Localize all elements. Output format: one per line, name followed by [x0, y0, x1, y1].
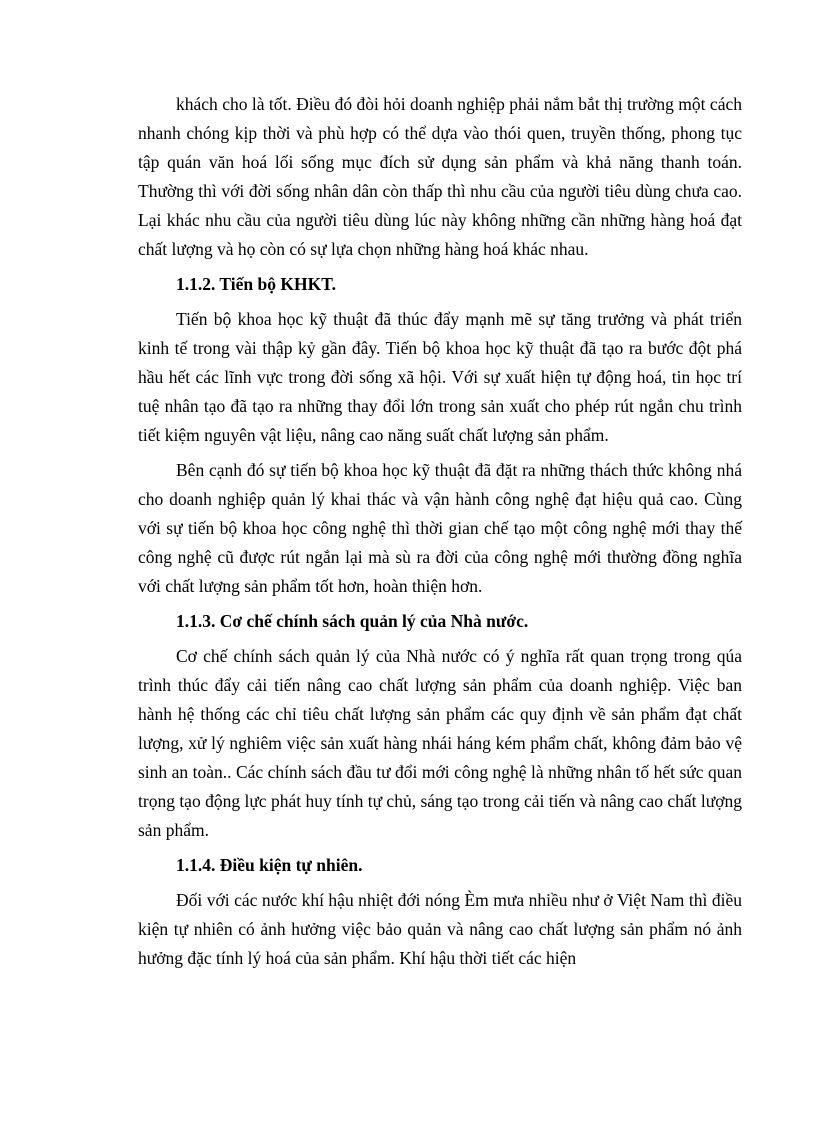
- heading-1-1-2: 1.1.2. Tiến bộ KHKT.: [176, 274, 336, 294]
- document-page: [138, 90, 742, 979]
- heading-1-1-4: 1.1.4. Điều kiện tự nhiên.: [176, 855, 363, 875]
- paragraph-tech-progress: Tiến bộ khoa học kỹ thuật đã thúc đẩy mạnh mẽ sự tăng trưởng và phát triển kinh tế trong vài thập kỷ gần đây. Tiến bộ khoa học kỹ thuật đã tạo ra bước đột phá hầu hết các lĩnh vực trong đời sống xã hội. Với sự xuất hiện tự động hoá, tin học trí tuệ nhân tạo đã tạo ra những thay đổi lớn trong sản xuất cho phép rút ngắn chu trình tiết kiệm nguyên vật liệu, nâng cao năng suất chất lượng sản phẩm.: [138, 309, 742, 445]
- paragraph-state-policy: Cơ chế chính sách quản lý của Nhà nước có ý nghĩa rất quan trọng trong qúa trình thúc đẩy cải tiến nâng cao chất lượng sản phẩm của doanh nghiệp. Việc ban hành hệ thống các chỉ tiêu chất lượng sản phẩm các quy định về sản phẩm đạt chất lượng, xử lý nghiêm việc sản xuất hàng nhái háng kém phẩm chất, không đảm bảo vệ sinh an toàn.. Các chính sách đầu tư đổi mới công nghệ là những nhân tố hết sức quan trọng tạo động lực phát huy tính tự chủ, sáng tạo trong cải tiến và nâng cao chất lượng sản phẩm.: [138, 646, 742, 840]
- heading-1-1-3: 1.1.3. Cơ chế chính sách quản lý của Nhà nước.: [176, 611, 529, 631]
- paragraph-tech-challenges: Bên cạnh đó sự tiến bộ khoa học kỹ thuật đã đặt ra những thách thức không nhá cho doanh nghiệp quản lý khai thác và vận hành công nghệ đạt hiệu quả cao. Cùng với sự tiến bộ khoa học công nghệ thì thời gian chế tạo một công nghệ mới thay thế công nghệ cũ được rút ngắn lại mà sù ra đời của công nghệ mới thường đồng nghĩa với chất lượng sản phẩm tốt hơn, hoàn thiện hơn.: [138, 460, 742, 596]
- paragraph-natural-conditions: Đối với các nước khí hậu nhiệt đới nóng Èm mưa nhiều như ở Việt Nam thì điều kiện tự nhiên có ảnh hưởng việc bảo quản và nâng cao chất lượng sản phẩm nó ảnh hưởng đặc tính lý hoá của sản phẩm. Khí hậu thời tiết các hiện: [138, 890, 742, 968]
- paragraph-market-needs: khách cho là tốt. Điều đó đòi hỏi doanh nghiệp phải nắm bắt thị trường một cách nhanh chóng kịp thời và phù hợp có thể dựa vào thói quen, truyền thống, phong tục tập quán văn hoá lối sống mục đích sử dụng sản phẩm và khả năng thanh toán. Thường thì với đời sống nhân dân còn thấp thì nhu cầu của người tiêu dùng chưa cao. Lại khác nhu cầu của người tiêu dùng lúc này không những cần những hàng hoá đạt chất lượng và họ còn có sự lựa chọn những hàng hoá khác nhau.: [138, 94, 742, 259]
